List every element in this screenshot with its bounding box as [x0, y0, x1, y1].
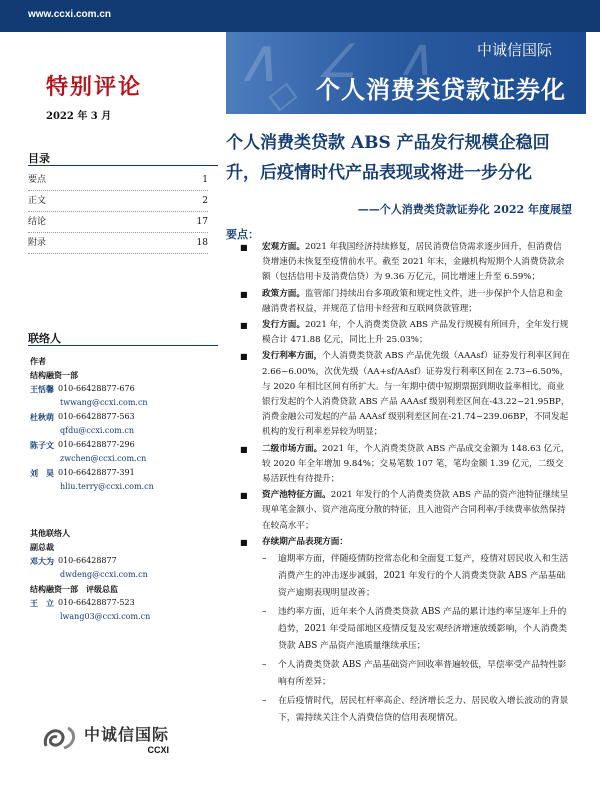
banner-decoration: ◇ — [266, 74, 296, 114]
key-point: ■ 二级市场方面。2021 年，个人消费类贷款 ABS 产品成交金额为 148.63 亿元，较 2020 年全年增加 9.84%；交易笔数 107 笔，笔均金额 1.39 亿元，二级交易活跃性有待提升； — [240, 443, 570, 485]
other-contacts-label: 其他联络人 — [30, 528, 70, 538]
contacts-list — [30, 354, 220, 624]
contacts-heading: 联络人 — [28, 332, 61, 345]
contact-email[interactable]: qfdu@ccxi.com.cn — [60, 426, 134, 435]
sub-point: – 个人消费类贷款 ABS 产品基础资产回收率普遍较低，早偿率受产品特性影响有所差异； — [240, 657, 570, 691]
contact-email[interactable]: zwchen@ccxi.com.cn — [60, 454, 147, 463]
key-point: ■ 资产池特征方面。2021 年发行的个人消费类贷款 ABS 产品的资产池特征继续呈现单笔金额小、资产池高度分散的特征，且入池资产合同利率/手续费率依然保持在较高水平； — [240, 490, 569, 531]
contact-person: 王恬馨 010-66428877-676 — [30, 384, 135, 394]
toc-item[interactable]: 附录 18 — [28, 233, 208, 254]
toc-heading: 目录 — [28, 152, 50, 165]
table-of-contents — [28, 170, 208, 254]
banner — [226, 32, 586, 114]
banner-decoration: ∧ — [396, 32, 435, 87]
banner-decoration: ∧ — [236, 32, 280, 94]
dash-icon: – — [262, 607, 267, 618]
author-label: 作者 — [30, 356, 46, 366]
bullet-icon: ■ — [240, 444, 248, 454]
logo-mark-icon — [42, 724, 78, 754]
bullet-icon: ■ — [240, 289, 248, 299]
sub-point: – 在后疫情时代，居民杠杆率高企、经济增长乏力、居民收入增长波动的背景下，需持续关注个人消费信贷的信用表现情况。 — [240, 693, 570, 727]
bullet-icon: ■ — [240, 352, 248, 362]
key-points — [240, 240, 570, 729]
contact-email[interactable]: twwang@ccxi.com.cn — [60, 398, 148, 407]
key-point: ■ 政策方面。监管部门持续出台多项政策和规定性文件，进一步保护个人信息和金融消费者权益，并规范了信用卡经营和互联网贷款管理； — [240, 288, 563, 314]
key-point: ■ 宏观方面。2021 年我国经济持续修复，居民消费信贷需求逐步回升，但消费信贷增速仍未恢复至疫情前水平。截至 2021 年末，金融机构短期个人消费贷款余额（包括信用卡及消费信贷）为 9.36 万亿元，同比增速上升至 6.59%； — [240, 242, 565, 283]
sub-point: – 违约率方面，近年来个人消费类贷款 ABS 产品的累计违约率呈逐年上升的趋势，2021 年受局部地区疫情反复及宏观经济增速放缓影响，个人消费类贷款 ABS 产品资产池质量继续承压； — [240, 604, 570, 655]
dash-icon: – — [262, 660, 267, 671]
points-heading: 要点： — [226, 228, 259, 241]
bullet-icon: ■ — [240, 491, 248, 501]
logo-en: CCXI — [147, 745, 170, 755]
contact-email[interactable]: hliu.terry@ccxi.com.cn — [60, 482, 154, 491]
bullet-icon: ■ — [240, 537, 248, 547]
report-date: 2022 年 3 月 — [46, 111, 112, 122]
key-point: ■ 发行方面。2021 年，个人消费类贷款 ABS 产品发行规模有所回升，全年发行规模合计 471.88 亿元，同比上升 25.03%； — [240, 320, 569, 346]
contact-person: 杜秋萌 010-66428877-563 — [30, 412, 135, 422]
sub-point: – 逾期率方面，伴随疫情防控常态化和全面复工复产，疫情对居民收入和生活消费产生的冲击逐步减弱，2021 年发行的个人消费类贷款 ABS 产品基础资产逾期表现明显改善； — [240, 551, 570, 602]
contact-person: 陈子文 010-66428877-296 — [30, 440, 135, 450]
contact-email[interactable]: dwdeng@ccxi.com.cn — [60, 570, 148, 579]
toc-item[interactable]: 正文 2 — [28, 191, 208, 212]
toc-item[interactable]: 要点 1 — [28, 170, 208, 191]
top-bar — [0, 0, 600, 32]
banner-title: 个人消费类贷款证券化 — [316, 75, 566, 104]
contact-email[interactable]: lwang03@ccxi.com.cn — [60, 612, 151, 621]
department: 结构融资一部 — [30, 370, 78, 380]
main-title: 个人消费类贷款 ABS 产品发行规模企稳回升，后疫情时代产品表现或将进一步分化 — [226, 133, 550, 183]
dash-icon: – — [262, 554, 267, 565]
bullet-icon: ■ — [240, 321, 248, 331]
key-point: ■ 存续期产品表现方面： — [240, 535, 570, 550]
department: 结构融资一部 评级总监 — [30, 584, 118, 594]
dash-icon: – — [262, 696, 267, 707]
role: 副总裁 — [30, 542, 54, 552]
toc-item[interactable]: 结论 17 — [28, 212, 208, 233]
contact-person: 刘 昊 010-66428877-391 — [30, 468, 135, 478]
banner-decoration: ∠ — [316, 36, 358, 87]
subtitle: ——个人消费类贷款证券化 2022 年度展望 — [357, 203, 572, 216]
bullet-icon: ■ — [240, 243, 248, 252]
banner-brand: 中诚信国际 — [476, 41, 552, 59]
site-url[interactable]: www.ccxi.com.cn — [28, 9, 111, 20]
key-point: ■ 发行利率方面，个人消费类贷款 ABS 产品优先级（AAAsf）证券发行利率区间在 2.66~6.00%，次优先级（AA+sf/AAsf）证券发行利率区间在 2.73~6.50%，与 2020 年相比区间有所扩大。与一年期中债中短期票据到期收益率相比，商业银行发起的个人消费贷款 ABS 产品 AAAsf 级别利差区间在-43.22~21.95BP，消费金融公司发起的产品 AAAsf 级别利差区间在-21.74~239.06BP，不同发起机构的发行利率差异较为明显； — [240, 351, 570, 438]
company-logo — [42, 722, 169, 755]
contact-person: 邓大为 010-66428877 — [30, 556, 117, 566]
contact-person: 王 立 010-66428877-523 — [30, 598, 135, 608]
logo-cn: 中诚信国际 — [84, 725, 170, 744]
divider — [28, 165, 218, 166]
report-type: 特别评论 — [46, 74, 143, 100]
